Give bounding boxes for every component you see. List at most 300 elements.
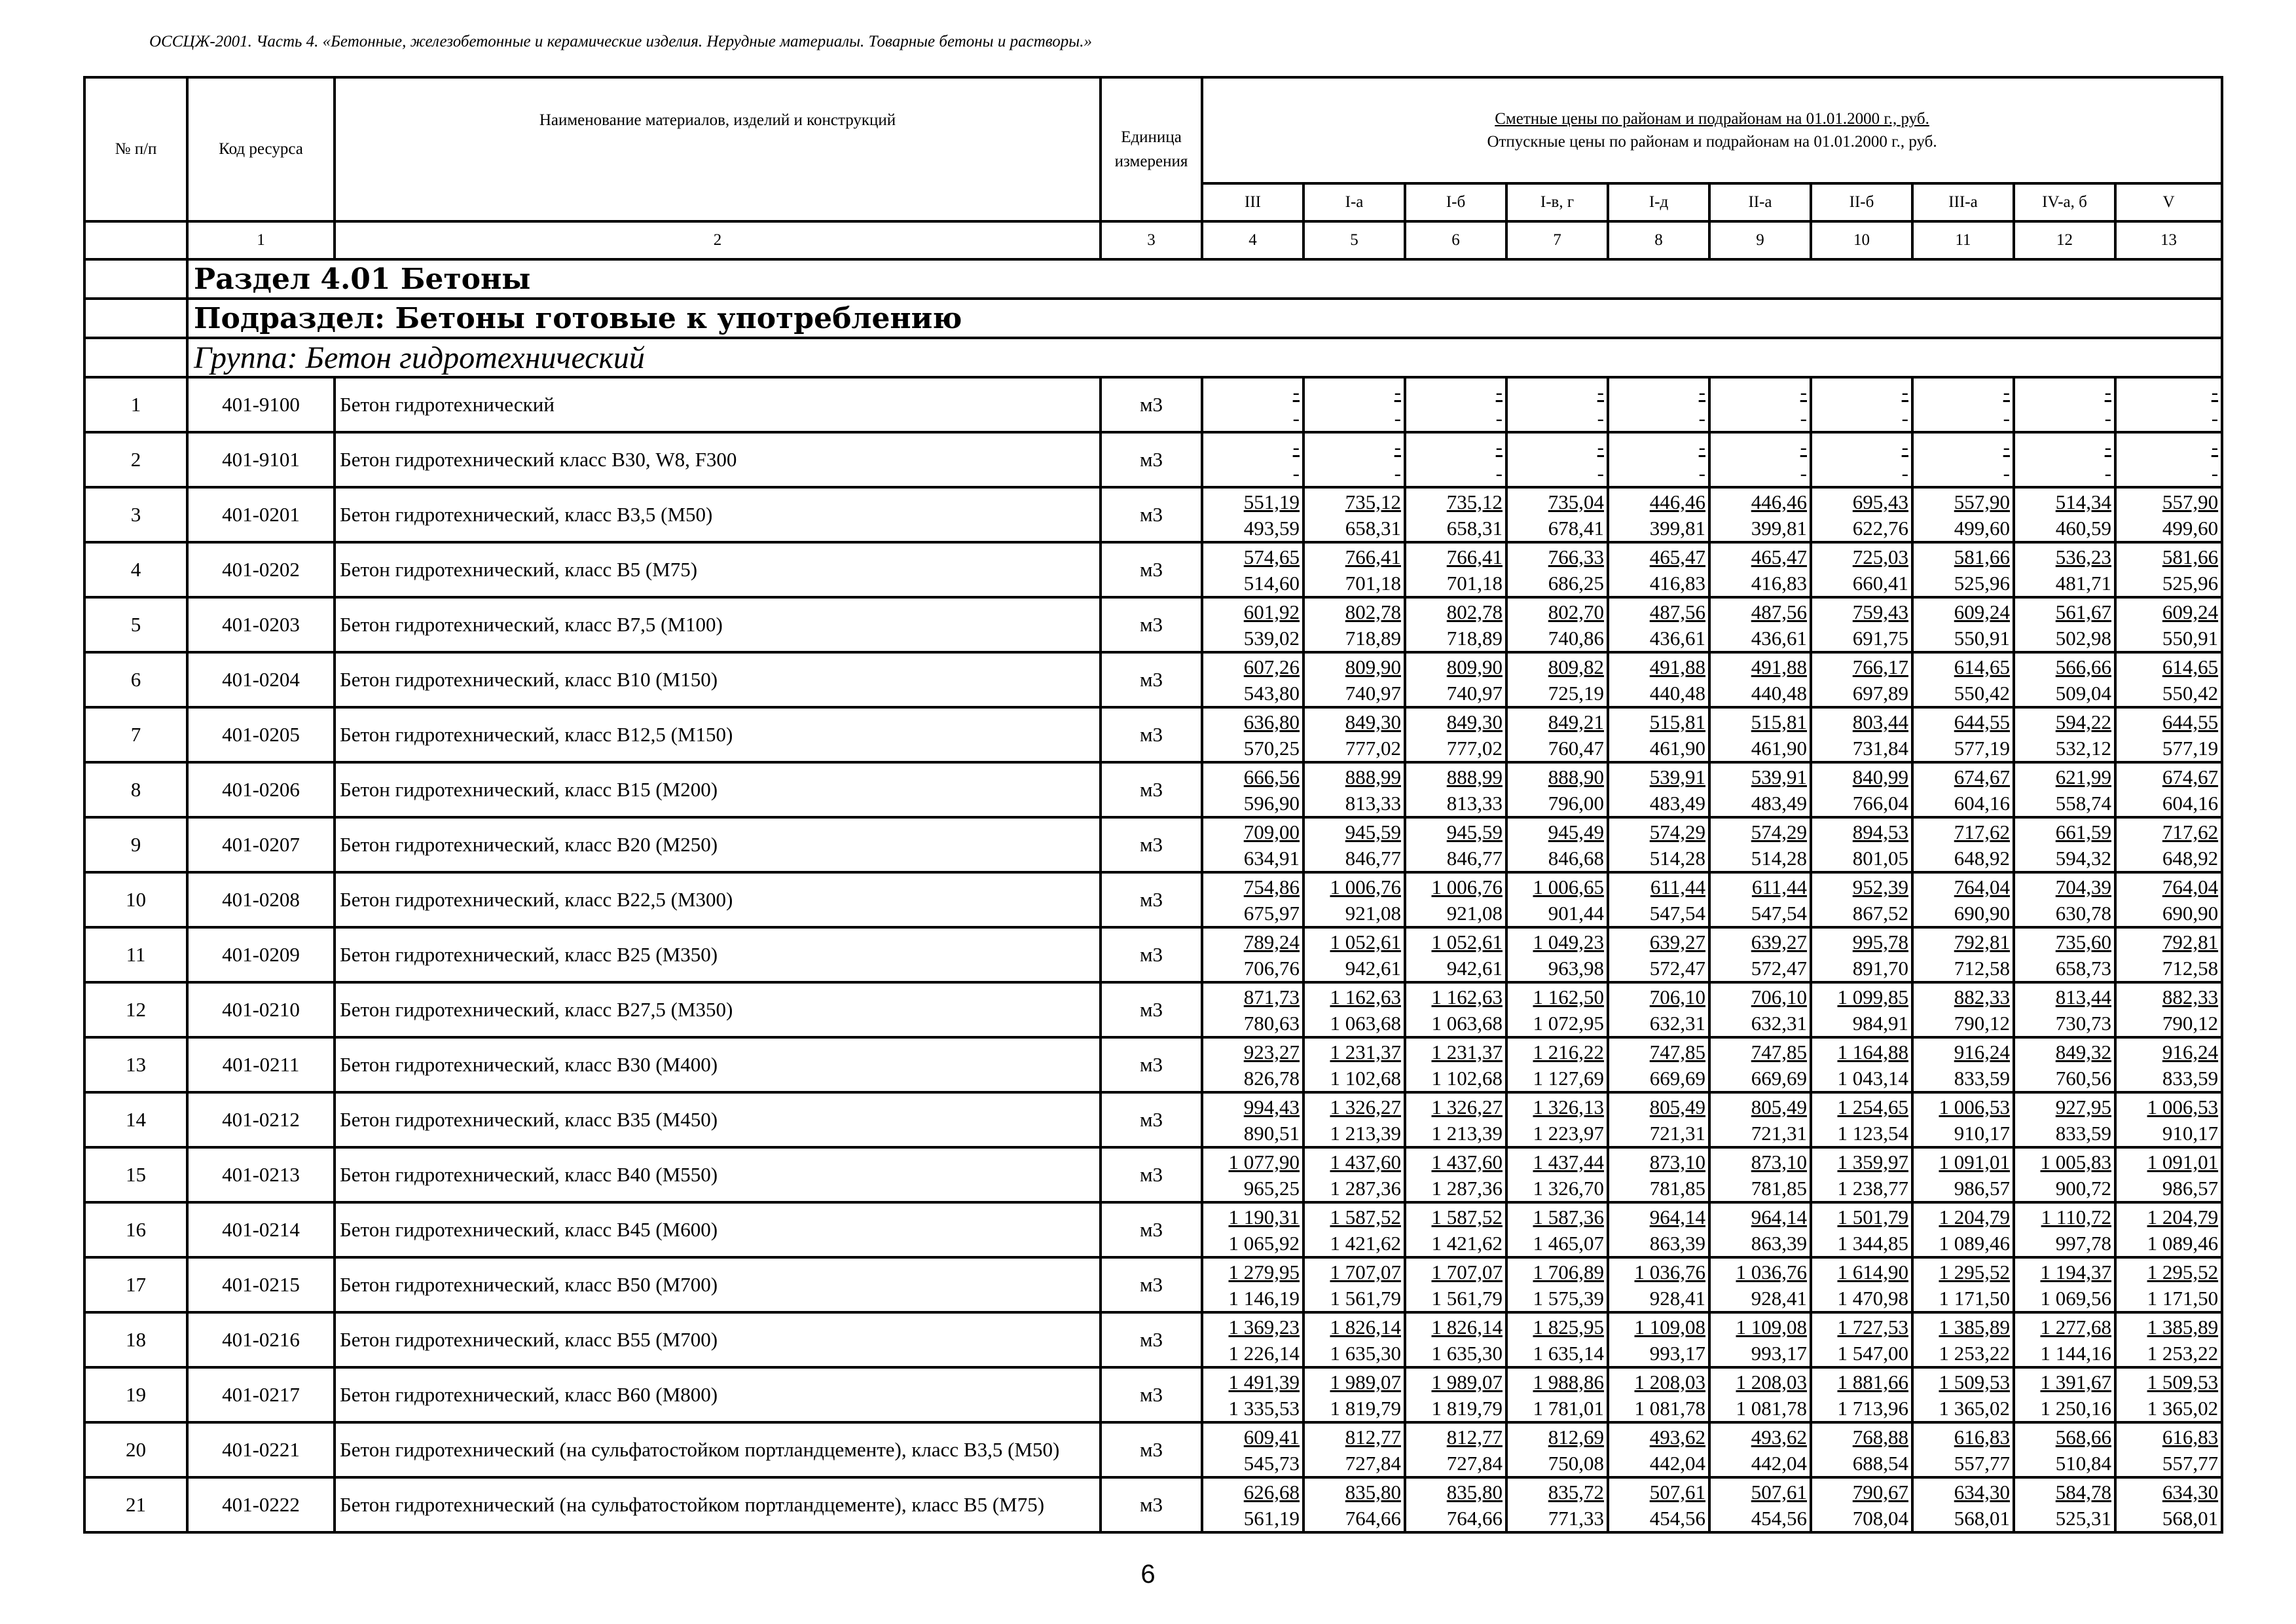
price-cell: [1912, 652, 2014, 707]
unit: м3: [1101, 597, 1202, 652]
row-number: 17: [84, 1257, 187, 1312]
row-number: 14: [84, 1092, 187, 1147]
release-price: 568,01: [1954, 1506, 2010, 1530]
estimated-price: 802,78: [1345, 600, 1401, 623]
release-price: 1 561,79: [1431, 1286, 1503, 1310]
material-name: Бетон гидротехнический, класс В15 (М200): [335, 762, 1101, 817]
price-cell: [1202, 1257, 1303, 1312]
release-price: 543,80: [1243, 681, 1300, 705]
estimated-price: 1 006,76: [1431, 875, 1503, 898]
release-price: 1 213,39: [1330, 1121, 1401, 1145]
estimated-price: 1 216,22: [1533, 1040, 1604, 1063]
estimated-price: 709,00: [1243, 820, 1300, 843]
price-cell: [1202, 1477, 1303, 1532]
estimated-price: 1 109,08: [1736, 1315, 1807, 1338]
resource-code: 401-0214: [187, 1202, 335, 1257]
estimated-price: 882,33: [2162, 985, 2219, 1008]
price-cell: [1202, 817, 1303, 872]
release-price: -: [2003, 406, 2010, 430]
estimated-price: -: [2003, 380, 2010, 403]
release-price: 550,91: [2162, 626, 2219, 650]
release-price: 721,31: [1751, 1121, 1807, 1145]
estimated-price: -: [1698, 380, 1705, 403]
price-cell: [1709, 432, 1811, 487]
release-price: 1 713,96: [1837, 1396, 1908, 1420]
estimated-price: 621,99: [2055, 765, 2111, 788]
release-price: 1 819,79: [1431, 1396, 1503, 1420]
estimated-price: 812,77: [1345, 1425, 1401, 1449]
estimated-price: 1 391,67: [2040, 1370, 2111, 1393]
unit: м3: [1101, 1422, 1202, 1477]
estimated-price: 1 295,52: [1939, 1260, 2010, 1283]
release-price: -: [1901, 461, 1908, 485]
release-price: 1 253,22: [2147, 1341, 2219, 1365]
price-cell: [1912, 762, 2014, 817]
price-cell: [1506, 597, 1608, 652]
estimated-price: 634,30: [1954, 1480, 2010, 1504]
estimated-price: 661,59: [2055, 820, 2111, 843]
release-price: 1 102,68: [1431, 1066, 1503, 1090]
estimated-price: 802,70: [1548, 600, 1604, 623]
estimated-price: 735,12: [1446, 490, 1503, 513]
estimated-price: 557,90: [2162, 490, 2219, 513]
estimated-price: 882,33: [1954, 985, 2010, 1008]
unit: м3: [1101, 487, 1202, 542]
price-cell: [2014, 927, 2115, 982]
release-price: -: [1292, 461, 1300, 485]
price-cell: [1303, 1312, 1405, 1367]
price-cell: [2014, 1202, 2115, 1257]
row-number: 11: [84, 927, 187, 982]
unit: м3: [1101, 1257, 1202, 1312]
release-price: 760,56: [2055, 1066, 2111, 1090]
price-cell: [1912, 1367, 2014, 1422]
price-cell: [1202, 707, 1303, 762]
estimated-price: 614,65: [2162, 655, 2219, 678]
estimated-price: 1 194,37: [2040, 1260, 2111, 1283]
release-price: 1 253,22: [1939, 1341, 2010, 1365]
estimated-price: 809,82: [1548, 655, 1604, 678]
price-cell: [1506, 1477, 1608, 1532]
row-number: 20: [84, 1422, 187, 1477]
estimated-price: 1 326,27: [1431, 1095, 1503, 1118]
price-cell: [1709, 1037, 1811, 1092]
release-price: 1 072,95: [1533, 1011, 1604, 1035]
price-cell: [2115, 1037, 2222, 1092]
release-price: 1 635,14: [1533, 1341, 1604, 1365]
price-cell: [2115, 1202, 2222, 1257]
price-cell: [1608, 817, 1709, 872]
estimated-price: 1 052,61: [1330, 930, 1401, 953]
estimated-price: 507,61: [1649, 1480, 1705, 1504]
column-number: 7: [1506, 221, 1608, 259]
estimated-price: 790,67: [1852, 1480, 1908, 1504]
estimated-price: -: [1495, 435, 1503, 458]
estimated-price: 1 006,53: [1939, 1095, 2010, 1118]
estimated-price: 809,90: [1345, 655, 1401, 678]
estimated-price: 849,30: [1446, 710, 1503, 733]
estimated-price: 927,95: [2055, 1095, 2111, 1118]
release-price: 525,96: [1954, 571, 2010, 595]
price-cell: [1303, 652, 1405, 707]
price-cell: [2014, 707, 2115, 762]
price-cell: [1202, 1202, 1303, 1257]
price-cell: [2014, 1037, 2115, 1092]
resource-code: 401-0203: [187, 597, 335, 652]
price-cell: [1202, 652, 1303, 707]
estimated-price: 945,59: [1345, 820, 1401, 843]
price-cell: [1608, 872, 1709, 927]
release-price: -: [1698, 406, 1705, 430]
price-cell: [1912, 1147, 2014, 1202]
price-cell: [1608, 1257, 1709, 1312]
estimated-price: 1 204,79: [1939, 1205, 2010, 1228]
estimated-price: 792,81: [1954, 930, 2010, 953]
release-price: 648,92: [2162, 846, 2219, 870]
unit: м3: [1101, 872, 1202, 927]
row-number: 15: [84, 1147, 187, 1202]
price-table-container: [83, 76, 2219, 1534]
price-cell: [1303, 927, 1405, 982]
document-header: ОССЦЖ-2001. Часть 4. «Бетонные, железобетонные и керамические изделия. Нерудные материалы. Товарные бетоны и растворы.»: [149, 33, 1092, 50]
estimated-price: 1 491,39: [1228, 1370, 1300, 1393]
price-cell: [1709, 1147, 1811, 1202]
estimated-price: -: [2003, 435, 2010, 458]
release-price: -: [2104, 406, 2111, 430]
release-price: 675,97: [1243, 901, 1300, 925]
estimated-price: 964,14: [1649, 1205, 1705, 1228]
unit: м3: [1101, 982, 1202, 1037]
release-price: 547,54: [1751, 901, 1807, 925]
unit: м3: [1101, 1312, 1202, 1367]
price-cell: [1912, 1257, 2014, 1312]
price-cell: [1303, 1477, 1405, 1532]
estimated-price: 1 162,63: [1431, 985, 1503, 1008]
estimated-price: -: [1597, 380, 1604, 403]
unit: м3: [1101, 542, 1202, 597]
release-price: 658,31: [1446, 516, 1503, 540]
release-price: 594,32: [2055, 846, 2111, 870]
price-cell: [1405, 542, 1506, 597]
release-price: 706,76: [1243, 956, 1300, 980]
estimated-price: -: [1292, 380, 1300, 403]
estimated-price: -: [1597, 435, 1604, 458]
estimated-price: 802,78: [1446, 600, 1503, 623]
price-cell: [1405, 1092, 1506, 1147]
release-price: 539,02: [1243, 626, 1300, 650]
header-unit: Единица измерения: [1101, 77, 1202, 221]
release-price: 721,31: [1649, 1121, 1705, 1145]
estimated-price: 1 091,01: [1939, 1150, 2010, 1173]
resource-code: 401-0201: [187, 487, 335, 542]
estimated-price: 1 005,83: [2040, 1150, 2111, 1173]
estimated-price: 601,92: [1243, 600, 1300, 623]
price-cell: [1709, 1312, 1811, 1367]
table-row: [84, 542, 2222, 597]
price-cell: [1506, 1037, 1608, 1092]
price-cell: [2014, 872, 2115, 927]
estimated-price: 1 277,68: [2040, 1315, 2111, 1338]
release-price: -: [1698, 461, 1705, 485]
release-price: 509,04: [2055, 681, 2111, 705]
table-row: [84, 377, 2222, 432]
release-price: 1 287,36: [1330, 1176, 1401, 1200]
estimated-price: 1 707,07: [1431, 1260, 1503, 1283]
release-price: 461,90: [1649, 736, 1705, 760]
estimated-price: 964,14: [1751, 1205, 1807, 1228]
release-price: 1 238,77: [1837, 1176, 1908, 1200]
estimated-price: 873,10: [1751, 1150, 1807, 1173]
price-cell: [1912, 982, 2014, 1037]
estimated-price: 735,12: [1345, 490, 1401, 513]
price-cell: [1506, 1367, 1608, 1422]
price-cell: [2014, 1147, 2115, 1202]
price-cell: [1506, 762, 1608, 817]
estimated-price: 894,53: [1852, 820, 1908, 843]
release-price: 963,98: [1548, 956, 1604, 980]
release-price: 796,00: [1548, 791, 1604, 815]
header-code: Код ресурса: [187, 77, 335, 221]
price-cell: [2014, 652, 2115, 707]
estimated-price: 1 359,97: [1837, 1150, 1908, 1173]
estimated-price: 754,86: [1243, 875, 1300, 898]
estimated-price: 1 369,23: [1228, 1315, 1300, 1338]
price-cell: [2014, 1367, 2115, 1422]
price-cell: [1202, 872, 1303, 927]
estimated-price: 1 077,90: [1228, 1150, 1300, 1173]
estimated-price: 607,26: [1243, 655, 1300, 678]
estimated-price: 1 437,60: [1431, 1150, 1503, 1173]
estimated-price: 536,23: [2055, 545, 2111, 568]
estimated-price: 759,43: [1852, 600, 1908, 623]
table-row: [84, 487, 2222, 542]
price-cell: [1405, 1147, 1506, 1202]
estimated-price: 674,67: [2162, 765, 2219, 788]
release-price: 1 089,46: [2147, 1231, 2219, 1255]
price-cell: [1506, 1202, 1608, 1257]
estimated-price: 636,80: [1243, 710, 1300, 733]
price-cell: [1912, 707, 2014, 762]
price-cell: [1202, 927, 1303, 982]
estimated-price: 725,03: [1852, 545, 1908, 568]
price-cell: [1811, 982, 1912, 1037]
estimated-price: 813,44: [2055, 985, 2111, 1008]
estimated-price: 849,30: [1345, 710, 1401, 733]
estimated-price: 888,99: [1345, 765, 1401, 788]
release-price: -: [1394, 461, 1401, 485]
release-price: 766,04: [1852, 791, 1908, 815]
price-cell: [1202, 1312, 1303, 1367]
price-cell: [2115, 1257, 2222, 1312]
release-price: 632,31: [1751, 1011, 1807, 1035]
estimated-price: 735,04: [1548, 490, 1604, 513]
material-name: Бетон гидротехнический, класс В20 (М250): [335, 817, 1101, 872]
estimated-price: 611,44: [1650, 875, 1705, 898]
release-price: 701,18: [1446, 571, 1503, 595]
header-prices-release: Отпускные цены по районам и подрайонам на 01.01.2000 г., руб.: [1487, 133, 1937, 151]
release-price: 499,60: [2162, 516, 2219, 540]
release-price: 1 365,02: [1939, 1396, 2010, 1420]
estimated-price: 487,56: [1751, 600, 1807, 623]
estimated-price: 764,04: [2162, 875, 2219, 898]
price-cell: [1202, 377, 1303, 432]
release-price: 771,33: [1548, 1506, 1604, 1530]
estimated-price: 493,62: [1649, 1425, 1705, 1449]
resource-code: 401-9101: [187, 432, 335, 487]
group-title: Группа: Бетон гидротехнический: [187, 338, 2222, 377]
release-price: 436,61: [1751, 626, 1807, 650]
release-price: 514,28: [1649, 846, 1705, 870]
unit: м3: [1101, 1147, 1202, 1202]
resource-code: 401-0216: [187, 1312, 335, 1367]
estimated-price: 491,88: [1649, 655, 1705, 678]
unit: м3: [1101, 1092, 1202, 1147]
release-price: -: [1394, 406, 1401, 430]
release-price: 790,12: [1954, 1011, 2010, 1035]
price-cell: [1202, 1422, 1303, 1477]
unit: м3: [1101, 1477, 1202, 1532]
price-cell: [1303, 762, 1405, 817]
price-cell: [1811, 762, 1912, 817]
unit: м3: [1101, 1037, 1202, 1092]
estimated-price: 1 587,52: [1431, 1205, 1503, 1228]
release-price: -: [1901, 406, 1908, 430]
release-price: 558,74: [2055, 791, 2111, 815]
column-number: 13: [2115, 221, 2222, 259]
estimated-price: -: [2104, 435, 2111, 458]
price-cell: [1202, 1367, 1303, 1422]
resource-code: 401-0210: [187, 982, 335, 1037]
release-price: 993,17: [1649, 1341, 1705, 1365]
estimated-price: -: [1394, 380, 1401, 403]
price-cell: [1405, 377, 1506, 432]
column-number: 11: [1912, 221, 2014, 259]
release-price: 550,42: [2162, 681, 2219, 705]
release-price: 483,49: [1751, 791, 1807, 815]
resource-code: 401-0217: [187, 1367, 335, 1422]
release-price: 1 250,16: [2040, 1396, 2111, 1420]
price-cell: [1506, 542, 1608, 597]
column-number: 3: [1101, 221, 1202, 259]
estimated-price: 1 036,76: [1634, 1260, 1705, 1283]
release-price: 718,89: [1345, 626, 1401, 650]
price-cell: [1405, 652, 1506, 707]
release-price: 993,17: [1751, 1341, 1807, 1365]
release-price: 910,17: [1954, 1121, 2010, 1145]
estimated-price: -: [2211, 435, 2219, 458]
estimated-price: 568,66: [2055, 1425, 2111, 1449]
section-spacer: [84, 259, 187, 299]
release-price: 1 561,79: [1330, 1286, 1401, 1310]
release-price: 1 146,19: [1228, 1286, 1300, 1310]
release-price: 399,81: [1649, 516, 1705, 540]
estimated-price: 611,44: [1751, 875, 1807, 898]
estimated-price: 747,85: [1649, 1040, 1705, 1063]
price-cell: [1405, 597, 1506, 652]
estimated-price: 1 295,52: [2147, 1260, 2219, 1283]
release-price: 750,08: [1548, 1451, 1604, 1475]
estimated-price: 747,85: [1751, 1040, 1807, 1063]
release-price: 781,85: [1649, 1176, 1705, 1200]
release-price: 781,85: [1751, 1176, 1807, 1200]
estimated-price: 1 099,85: [1837, 985, 1908, 1008]
column-number: 4: [1202, 221, 1303, 259]
resource-code: 401-0222: [187, 1477, 335, 1532]
estimated-price: 614,65: [1954, 655, 2010, 678]
release-price: -: [1495, 406, 1503, 430]
release-price: 461,90: [1751, 736, 1807, 760]
table-row: [84, 652, 2222, 707]
estimated-price: 465,47: [1751, 545, 1807, 568]
release-price: 1 213,39: [1431, 1121, 1503, 1145]
price-cell: [1202, 1037, 1303, 1092]
table-row: [84, 597, 2222, 652]
release-price: 846,77: [1345, 846, 1401, 870]
material-name: Бетон гидротехнический (на сульфатостойком портландцементе), класс В3,5 (М50): [335, 1422, 1101, 1477]
release-price: 1 335,53: [1228, 1396, 1300, 1420]
release-price: -: [1597, 406, 1604, 430]
release-price: 545,73: [1243, 1451, 1300, 1475]
estimated-price: 581,66: [2162, 545, 2219, 568]
release-price: 596,90: [1243, 791, 1300, 815]
estimated-price: -: [1495, 380, 1503, 403]
release-price: 442,04: [1649, 1451, 1705, 1475]
release-price: 572,47: [1649, 956, 1705, 980]
material-name: Бетон гидротехнический, класс В7,5 (М100): [335, 597, 1101, 652]
price-cell: [1303, 597, 1405, 652]
price-cell: [1811, 1257, 1912, 1312]
release-price: 550,91: [1954, 626, 2010, 650]
material-name: Бетон гидротехнический, класс В55 (М700): [335, 1312, 1101, 1367]
header-region: I-б: [1405, 183, 1506, 221]
price-cell: [1709, 927, 1811, 982]
release-price: 777,02: [1446, 736, 1503, 760]
row-number: 9: [84, 817, 187, 872]
price-cell: [1405, 762, 1506, 817]
release-price: 525,31: [2055, 1506, 2111, 1530]
price-cell: [1811, 652, 1912, 707]
estimated-price: 493,62: [1751, 1425, 1807, 1449]
release-price: 440,48: [1751, 681, 1807, 705]
price-cell: [1608, 377, 1709, 432]
estimated-price: 1 706,89: [1533, 1260, 1604, 1283]
table-row: [84, 1477, 2222, 1532]
release-price: 910,17: [2162, 1121, 2219, 1145]
price-cell: [1912, 1202, 2014, 1257]
estimated-price: 1 164,88: [1837, 1040, 1908, 1063]
release-price: -: [2003, 461, 2010, 485]
estimated-price: 609,24: [1954, 600, 2010, 623]
price-cell: [1303, 377, 1405, 432]
price-cell: [1709, 817, 1811, 872]
release-price: 701,18: [1345, 571, 1401, 595]
estimated-price: 1 385,89: [2147, 1315, 2219, 1338]
price-cell: [1405, 982, 1506, 1037]
price-cell: [1912, 597, 2014, 652]
estimated-price: 809,90: [1446, 655, 1503, 678]
price-cell: [1811, 1422, 1912, 1477]
release-price: 764,66: [1446, 1506, 1503, 1530]
price-cell: [1811, 542, 1912, 597]
estimated-price: 465,47: [1649, 545, 1705, 568]
release-price: 986,57: [2162, 1176, 2219, 1200]
estimated-price: 704,39: [2055, 875, 2111, 898]
release-price: 622,76: [1852, 516, 1908, 540]
price-cell: [1811, 707, 1912, 762]
estimated-price: 574,29: [1649, 820, 1705, 843]
material-name: Бетон гидротехнический, класс В12,5 (М150): [335, 707, 1101, 762]
price-cell: [1709, 1367, 1811, 1422]
